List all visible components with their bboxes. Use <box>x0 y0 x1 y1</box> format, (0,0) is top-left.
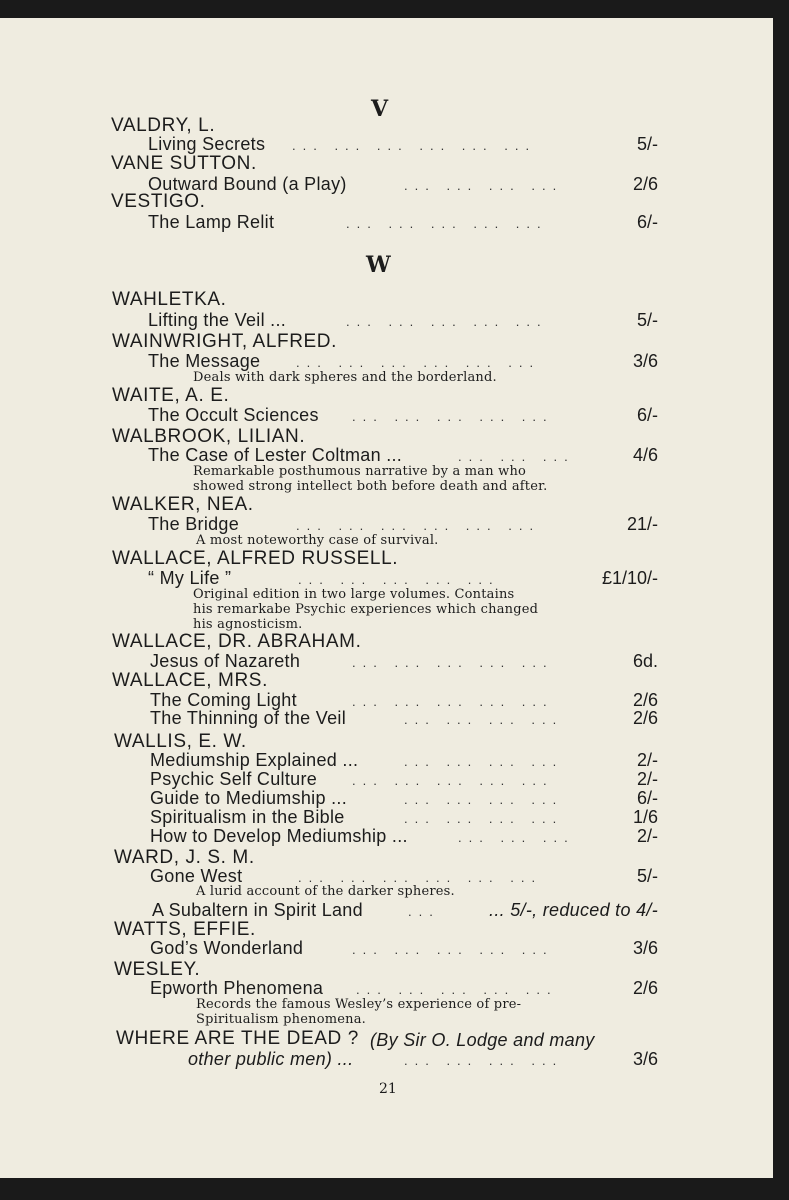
author-wahletka: WAHLETKA. <box>112 289 227 310</box>
note-coltman-2: showed strong intellect both before death and after. <box>193 479 548 494</box>
author-walbrook: WALBROOK, LILIAN. <box>112 426 306 447</box>
leader-dots: ... ... ... ... ... <box>352 655 554 670</box>
price-gods-wonderland: 3/6 <box>632 938 658 958</box>
title-lifting-veil: Lifting the Veil ... <box>148 310 287 330</box>
leader-dots: ... ... ... ... ... <box>356 982 558 997</box>
note-coltman-1: Remarkable posthumous narrative by a man who <box>193 464 527 479</box>
price-mediumship-explained: 2/- <box>636 750 658 770</box>
note-my-life-1: Original edition in two large volumes. Contains <box>193 587 515 602</box>
author-wallace-mrs: WALLACE, MRS. <box>112 670 268 691</box>
author-wallace-alfred: WALLACE, ALFRED RUSSELL. <box>112 548 399 569</box>
price-lifting-veil: 5/- <box>636 310 658 330</box>
title-outward-bound: Outward Bound (a Play) <box>148 174 347 194</box>
note-my-life-2: his remarkabe Psychic experiences which changed <box>193 602 539 617</box>
title-occult-sciences: The Occult Sciences <box>148 405 319 425</box>
leader-dots: ... ... ... ... ... <box>346 216 548 231</box>
leader-dots: ... ... ... ... <box>404 178 564 193</box>
author-wesley: WESLEY. <box>114 959 201 980</box>
title-lamp-relit: The Lamp Relit <box>148 212 275 232</box>
leader-dots: ... ... ... ... <box>404 1053 564 1068</box>
title-where-are-the-dead: WHERE ARE THE DEAD ? <box>116 1028 359 1049</box>
page-number: 21 <box>379 1081 397 1097</box>
title-mediumship-explained: Mediumship Explained ... <box>150 750 359 770</box>
leader-dots: ... ... ... ... ... <box>352 409 554 424</box>
author-valdry: VALDRY, L. <box>111 115 216 136</box>
price-message: 3/6 <box>632 351 658 371</box>
leader-dots: ... ... ... ... ... ... <box>296 355 541 370</box>
leader-dots: ... ... ... ... <box>404 792 564 807</box>
author-wallis: WALLIS, E. W. <box>114 731 247 752</box>
price-psychic-self-culture: 2/- <box>636 769 658 789</box>
note-epworth-1: Records the famous Wesley’s experience of pre- <box>196 997 522 1012</box>
price-my-life: £1/10/- <box>601 568 658 588</box>
title-coltman: The Case of Lester Coltman ... <box>148 445 403 465</box>
price-spiritualism-bible: 1/6 <box>632 807 658 827</box>
author-wallace-dr: WALLACE, DR. ABRAHAM. <box>112 631 362 652</box>
leader-dots: ... ... ... ... ... <box>346 314 548 329</box>
price-coming-light: 2/6 <box>632 690 658 710</box>
title-thinning-veil: The Thinning of the Veil <box>150 708 346 728</box>
leader-dots: ... ... ... ... ... ... <box>292 138 537 153</box>
leader-dots: ... ... ... ... <box>404 754 564 769</box>
author-vane-sutton: VANE SUTTON. <box>111 153 257 174</box>
price-thinning-veil: 2/6 <box>632 708 658 728</box>
leader-dots: ... ... ... ... <box>404 712 564 727</box>
leader-dots: ... ... ... ... ... ... <box>298 870 543 885</box>
where-dead-byline-2: other public men) ... <box>188 1049 354 1069</box>
where-dead-byline: (By Sir O. Lodge and many <box>370 1030 595 1050</box>
author-waite: WAITE, A. E. <box>112 385 230 406</box>
price-occult-sciences: 6/- <box>636 405 658 425</box>
price-how-develop: 2/- <box>636 826 658 846</box>
title-epworth: Epworth Phenomena <box>150 978 324 998</box>
section-heading-v: V <box>371 96 389 122</box>
title-living-secrets: Living Secrets <box>148 134 266 154</box>
title-psychic-self-culture: Psychic Self Culture <box>150 769 318 789</box>
author-vestigo: VESTIGO. <box>111 191 206 212</box>
leader-dots: ... ... ... ... ... ... <box>296 518 541 533</box>
note-my-life-3: his agnosticism. <box>193 617 303 632</box>
author-watts: WATTS, EFFIE. <box>114 919 256 940</box>
title-how-develop: How to Develop Mediumship ... <box>150 826 408 846</box>
price-subaltern: ... 5/-, reduced to 4/- <box>489 900 658 920</box>
price-gone-west: 5/- <box>636 866 658 886</box>
title-message: The Message <box>148 351 261 371</box>
title-spiritualism-bible: Spiritualism in the Bible <box>150 807 345 827</box>
note-gone-west: A lurid account of the darker spheres. <box>196 884 455 899</box>
title-jesus: Jesus of Nazareth <box>150 651 301 671</box>
note-epworth-2: Spiritualism phenomena. <box>196 1012 367 1027</box>
leader-dots: ... ... ... <box>458 449 575 464</box>
leader-dots: ... <box>408 904 440 919</box>
price-guide-mediumship: 6/- <box>636 788 658 808</box>
price-jesus: 6d. <box>632 651 658 671</box>
title-coming-light: The Coming Light <box>150 690 297 710</box>
leader-dots: ... ... ... ... <box>404 811 564 826</box>
leader-dots: ... ... ... ... ... <box>352 694 554 709</box>
title-guide-mediumship: Guide to Mediumship ... <box>150 788 347 808</box>
note-bridge: A most noteworthy case of survival. <box>196 533 439 548</box>
title-my-life: “ My Life ” <box>148 568 232 588</box>
note-message: Deals with dark spheres and the borderland. <box>193 370 497 385</box>
price-lamp-relit: 6/- <box>636 212 658 232</box>
title-bridge: The Bridge <box>148 514 240 534</box>
leader-dots: ... ... ... ... ... <box>352 773 554 788</box>
section-heading-w: W <box>366 252 391 278</box>
price-bridge: 21/- <box>626 514 658 534</box>
title-gods-wonderland: God’s Wonderland <box>150 938 304 958</box>
leader-dots: ... ... ... ... ... <box>352 942 554 957</box>
catalogue-page <box>0 18 773 1178</box>
leader-dots: ... ... ... ... ... <box>298 572 500 587</box>
price-living-secrets: 5/- <box>636 134 658 154</box>
author-wainwright: WAINWRIGHT, ALFRED. <box>112 331 337 352</box>
price-where-dead: 3/6 <box>632 1049 658 1069</box>
price-outward-bound: 2/6 <box>632 174 658 194</box>
price-coltman: 4/6 <box>632 445 658 465</box>
price-epworth: 2/6 <box>632 978 658 998</box>
author-ward: WARD, J. S. M. <box>114 847 255 868</box>
title-gone-west: Gone West <box>150 866 243 886</box>
leader-dots: ... ... ... <box>458 830 575 845</box>
author-walker: WALKER, NEA. <box>112 494 254 515</box>
title-subaltern: A Subaltern in Spirit Land <box>152 900 363 920</box>
